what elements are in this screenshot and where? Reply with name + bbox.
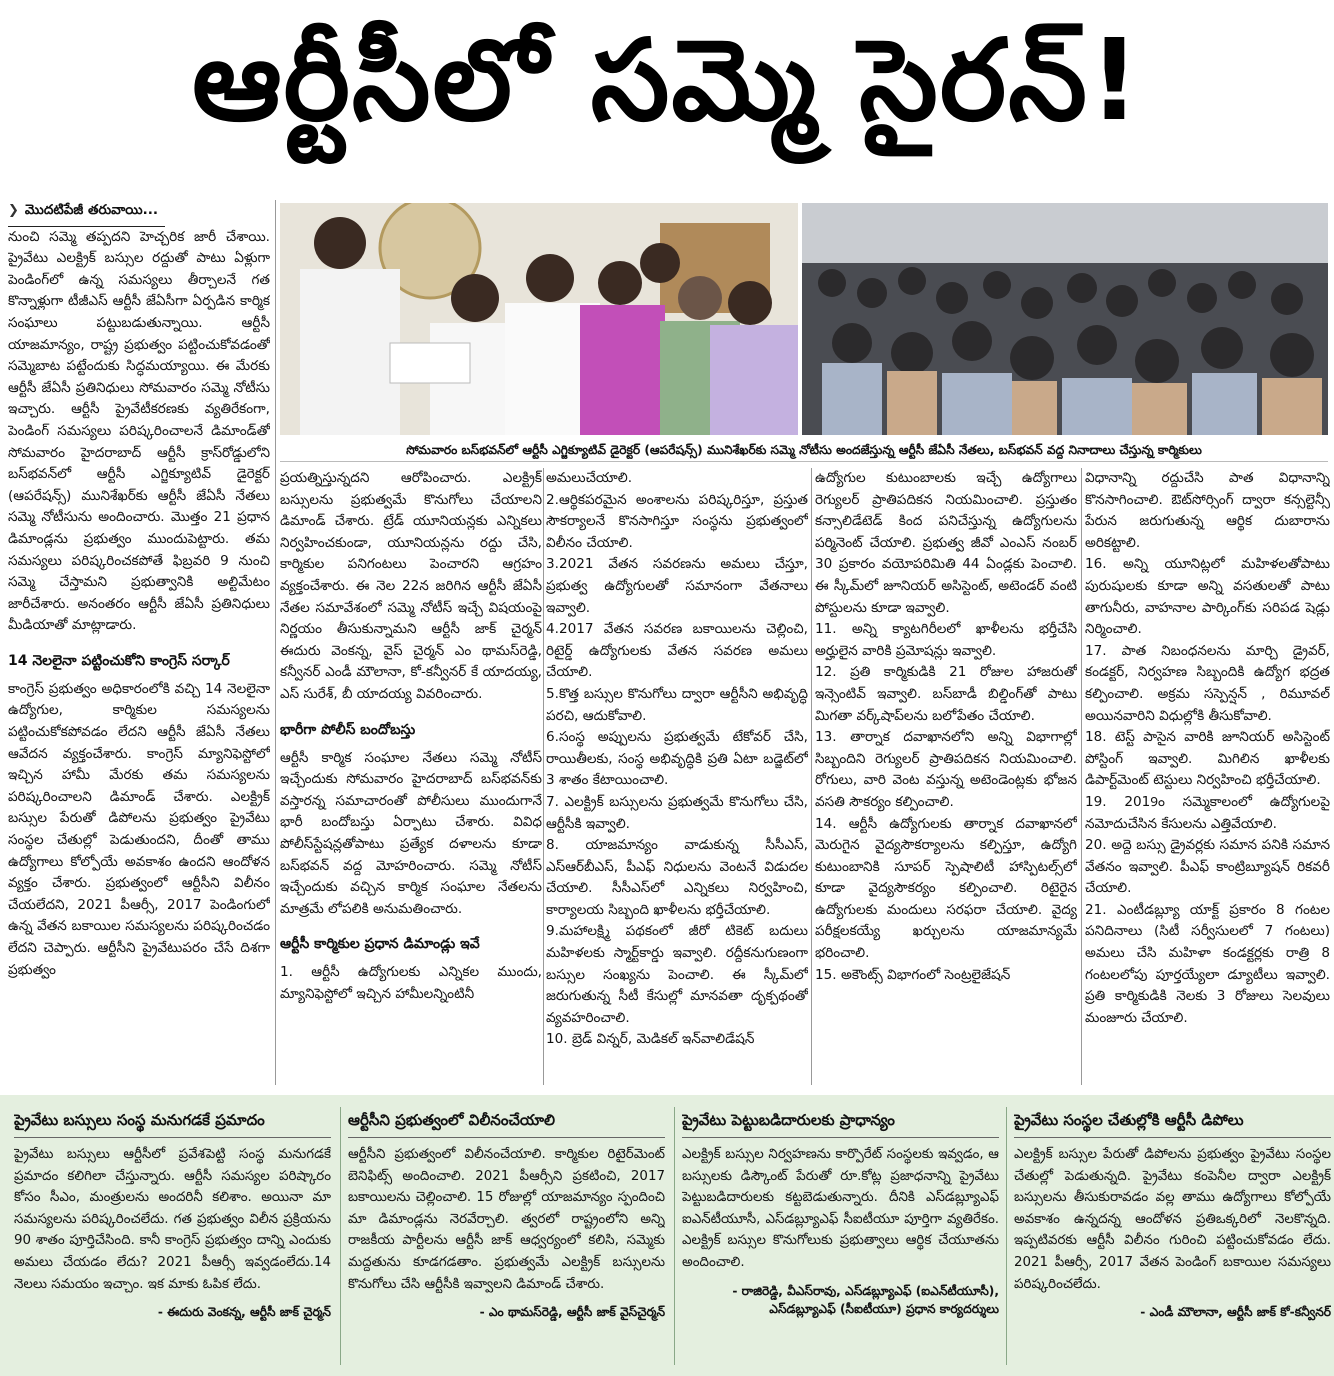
divider [1014,1137,1331,1138]
article-column-2 [280,468,542,1085]
column-divider [543,468,544,1085]
photo-caption: సోమవారం బస్‌భవన్‌లో ఆర్టీసీ ఎగ్జిక్యూటివ్ డైరెక్టర్ (ఆపరేషన్స్) మునిశేఖర్‌కు సమ్మె నోటీసు అందజేస్తున్న ఆర్టీసీ జేఏసీ నేతలు, బస్‌భవన్ వద్ద నినాదాలు చేస్తున్న కార్మికులు [280,438,1328,462]
quote-box-1 [14,1107,331,1365]
box-divider [674,1107,675,1365]
quote-title: ప్రైవేటు బస్సులు సంస్థ మనుగడకే ప్రమాదం [14,1111,265,1129]
demand-item: 13. తార్నాక దవాఖానలోని అన్ని విభాగాల్లో సిబ్బందిని రెగ్యులర్ ప్రాతిపదికన నియమించాలి. రోగులు, వారి వెంట వస్తున్న అటెండెంట్లకు భోజన వసతి సౌకర్యం కల్పించాలి. [815,729,1077,810]
quote-signature: - ఈదురు వెంకన్న, ఆర్టీసీ జాక్ చైర్మన్ [157,1305,331,1320]
quote-title: ప్రైవేటు పెట్టుబడిదారులకు ప్రాధాన్యం [682,1111,895,1129]
demand-item: 14. ఆర్టీసీ ఉద్యోగులకు తార్నాక దవాఖానలో మెరుగైన వైద్యసౌకర్యాలను కల్పిస్తూ, ఉద్యోగి కుటుంబానికి సూపర్ స్పెషాలిటీ హాస్పిటల్స్‌లో కూడా వైద్యసౌకర్యం కల్పించాలి. రిటైరైన ఉద్యోగులకు మందులు సరఫరా చేయాలి. వైద్య పరీక్షలకయ్యే ఖర్చులను యాజమాన్యమే భరించాలి. [815,815,1077,962]
demand-item: 21. ఎంటీడబ్ల్యూ యాక్ట్ ప్రకారం 8 గంటల పనిదినాలు (సిటీ సర్వీసులలో 7 గంటలు) అమలు చేసి మహిళా కండక్టర్లకు రాత్రి 8 గంటలలోపు పూర్తయ్యేలా డ్యూటీలు ఇవ్వాలి. ప్రతి కార్మికుడికి నెలకు 3 రోజులు సెలవులు మంజూరు చేయాలి. [1085,901,1330,1026]
demand-item: 20. అద్దె బస్సు డ్రైవర్లకు సమాన పనికి సమాన వేతనం ఇవ్వాలి. పీఎఫ్ కాంట్రిబ్యూషన్ రికవరీ చేయాలి. [1085,837,1330,897]
demand-item: 19. 2019ం సమ్మెకాలంలో ఉద్యోగులపై నమోదుచేసిన కేసులను ఎత్తివేయాలి. [1085,793,1330,832]
article-column-3 [546,468,808,1085]
demand-item: 6.సంస్థ అప్పులను ప్రభుత్వమే టేకోవర్ చేసి, రాయితీలకు, సంస్థ అభివృద్ధికి ప్రతి ఏటా బడ్జెట్‌లో 3 శాతం కేటాయించాలి. [546,729,808,789]
article-column-4 [815,468,1077,1085]
demand-item: 8. యాజమాన్యం వాడుకున్న సీసీఎస్, ఎస్ఆర్‌బీఎస్, పీఎఫ్ నిధులను వెంటనే విడుదల చేయాలి. సీసీఎస్‌లో ఎన్నికలు నిర్వహించి, కార్యాలయ సిబ్బంది ఖాళీలను భర్తీచేయాలి. [546,837,808,918]
demand-item: 17. పాత నిబంధనలను మార్చి డ్రైవర్, కండక్టర్, నిర్వహణ సిబ్బందికి ఉద్యోగ భద్రత కల్పించాలి. అక్రమ సస్పెన్షన్ , రిమూవల్ అయినవారిని విధుల్లోకి తీసుకోవాలి. [1085,642,1330,724]
quote-signature: - రాజిరెడ్డి, వీఎస్‌రావు, ఎస్‌డబ్ల్యూఎఫ్ (ఐఎన్‌టీయూసీ), ఎస్‌డబ్ల్యూఎఫ్ (సీఐటీయూ) ప్రధాన కార్యదర్శులు [732,1283,999,1316]
demand-item: 18. టెస్ట్ పాసైన వారికి జూనియర్ అసిస్టెంట్ పోస్టింగ్ ఇవ్వాలి. మిగిలిన ఖాళీలకు డిపార్ట్‌మెంట్ టెస్టులు నిర్వహించి భర్తీచేయాలి. [1085,729,1330,789]
photo-illustration [802,203,1328,435]
quote-box-2 [348,1107,665,1365]
demand-item: 4.2017 వేతన సవరణ బకాయిలను చెల్లించి, రిటైర్డ్ ఉద్యోగులకు వేతన సవరణ అమలు చేయాలి. [546,621,808,681]
subheading: 14 నెలలైనా పట్టించుకోని కాంగ్రెస్ సర్కార్ [8,652,230,669]
quote-box-3 [682,1107,999,1365]
demand-item: 12. ప్రతి కార్మికుడికి 21 రోజుల హాజరుతో ఇన్సెంటివ్ ఇవ్వాలి. బస్‌బాడీ బిల్డింగ్‌తో పాటు మిగతా వర్క్‌షాప్‌లను బలోపేతం చేయాలి. [815,664,1077,724]
demand-item: 2.ఆర్థికపరమైన అంశాలను పరిష్కరిస్తూ, ప్రస్తుత సౌకర్యాలనే కొనసాగిస్తూ సంస్థను ప్రభుత్వంలో విలీనం చేయాలి. [546,491,808,551]
quote-box-4 [1014,1107,1331,1365]
photo-workers-protest [802,203,1328,435]
quote-signature: - ఎండీ మౌలానా, ఆర్టీసీ జాక్ కో-కన్వీనర్ [1140,1305,1331,1320]
column-divider [811,468,812,1085]
demand-item: విధానాన్ని రద్దుచేసి పాత విధానాన్ని కొనసాగించాలి. ఔట్‌సోర్సింగ్ ద్వారా కన్సల్టెన్సీ పేరున జరుగుతున్న ఆర్థిక దుబారాను అరికట్టాలి. [1085,470,1330,551]
divider [682,1137,999,1138]
demand-item: 11. అన్ని క్యాటగిరీలలో ఖాళీలను భర్తీచేసి అర్హులైన వారికి ప్రమోషన్లు ఇవ్వాలి. [815,621,1077,659]
paragraph: నుంచి సమ్మె తప్పదని హెచ్చరిక జారీ చేశాయి. ప్రైవేటు ఎలక్ట్రిక్ బస్సుల రద్దుతో పాటు ఏళ్లుగా పెండింగ్‌లో ఉన్న సమస్యలు తీర్చాలనే గత కొన్నాళ్లుగా టీజీఎస్ ఆర్టీసీ జేఏసీగా ఏర్పడిన కార్మిక సంఘాలు పట్టుబడుతున్నాయి. ఆర్టీసీ యాజమాన్యం, రాష్ట్ర ప్రభుత్వం పట్టించుకోవడంతో సమ్మెబాట పట్టేందుకు సిద్ధమయ్యాయి. ఈ మేరకు ఆర్టీసీ జేఏసీ ప్రతినిధులు సోమవారం సమ్మె నోటీసు ఇచ్చారు. ఆర్టీసీ ప్రైవేటీకరణకు వ్యతిరేకంగా, పెండింగ్ సమస్యలు పరిష్కరించాలనే డిమాండ్‌తో సోమవారం హైదరాబాద్ ఆర్టీసీ క్రాస్‌రోడ్డులోని బస్‌భవన్‌లో ఆర్టీసీ ఎగ్జిక్యూటివ్ డైరెక్టర్ (ఆపరేషన్స్) మునిశేఖర్‌కు ఆర్టీసీ జేఏసీ నేతలు సమ్మె నోటీసును అందించారు. మొత్తం 21 ప్రధాన డిమాండ్లను ప్రభుత్వం ముందుపెట్టారు. తమ సమస్యలు పరిష్కరించకపోతే ఫిబ్రవరి 9 నుంచి సమ్మె చేస్తామని ప్రభుత్వానికి అల్టిమేటం జారీచేశారు. అనంతరం ఆర్టీసీ జేఏసీ ప్రతినిధులు మీడియాతో మాట్లాడారు. [8,228,270,634]
demand-item: ఉద్యోగుల కుటుంబాలకు ఇచ్చే ఉద్యోగాలు రెగ్యులర్ ప్రాతిపదికన నియమించాలి. ప్రస్తుతం కన్సాలిడేటెడ్ కింద పనిచేస్తున్న ఉద్యోగులను పర్మినెంట్ చేయాలి. ప్రభుత్వ జీవో ఎంఎస్ నంబర్ 30 ప్రకారం వయోపరిమితి 44 ఏండ్లకు పెంచాలి. ఈ స్కీమ్‌లో జూనియర్ అసిస్టెంట్, అటెండర్ వంటి పోస్టులను కూడా ఇవ్వాలి. [815,470,1077,616]
subheading: ఆర్టీసీ కార్మికుల ప్రధాన డిమాండ్లు ఇవే [280,936,480,953]
paragraph: ఆర్టీసీ కార్మిక సంఘాల నేతలు సమ్మె నోటీస్ ఇచ్చేందుకు సోమవారం హైదరాబాద్ బస్‌భవన్‌కు వస్తారన్న సమాచారంతో పోలీసులు ముందుగానే భారీ బందోబస్తు ఏర్పాటు చేశారు. వివిధ పోలీస్‌స్టేషన్లతోపాటు ప్రత్యేక దళాలను కూడా బస్‌భవన్ వద్ద మోహరించారు. సమ్మె నోటీస్ ఇచ్చేందుకు వచ్చిన కార్మిక సంఘాల నేతలను మాత్రమే లోపలికి అనుమతించారు. [280,749,542,917]
quote-title: ప్రైవేటు సంస్థల చేతుల్లోకి ఆర్టీసీ డిపోలు [1014,1111,1244,1129]
demand-item: 9.మహాలక్ష్మి పథకంలో జీరో టికెట్ బదులు మహిళలకు స్మార్ట్‌కార్డు ఇవ్వాలి. రద్దీకనుగుణంగా బస్సుల సంఖ్యను పెంచాలి. ఈ స్కీమ్‌లో జరుగుతున్న సీటీ కేసుల్లో మానవతా దృక్పథంతో వ్యవహరించాలి. [546,923,808,1026]
article-column-5 [1085,468,1330,1085]
demand-item: అమలుచేయాలి. [546,470,633,486]
demand-item: 15. అకౌంట్స్ విభాగంలో సెంట్రలైజేషన్ [815,966,1011,983]
paragraph: కాంగ్రెస్ ప్రభుత్వం అధికారంలోకి వచ్చి 14 నెలలైనా ఉద్యోగుల, కార్మికుల సమస్యలను పట్టించుకోకపోవడం లేదని ఆర్టీసీ జేఏసీ నేతలు ఆవేదన వ్యక్తంచేశారు. కాంగ్రెస్ మ్యానిఫెస్టోలో ఇచ్చిన హామీ మేరకు తమ సమస్యలను పరిష్కరించాలని డిమాండ్ చేశారు. ఎలక్ట్రిక్ బస్సుల పేరుతో డిపోలను ప్రభుత్వం ప్రైవేటు సంస్థల చేతుల్లో పెడుతుందని, దీంతో తాము ఉద్యోగాలు కోల్పోయే అవకాశం ఉందని ఆందోళన వ్యక్తం చేశారు. ప్రభుత్వంలో ఆర్టీసీని విలీనం చేయలేదని, 2021 పీఆర్సీ, 2017 పెండింగులో ఉన్న వేతన బకాయిల సమస్యలను పరిష్కరించడం లేదని చెప్పారు. ఆర్టీసీని ప్రైవేటుపరం చేసే దిశగా ప్రభుత్వం [8,680,270,978]
quote-body: ఎలక్ట్రిక్ బస్సుల నిర్వహణను కార్పొరేట్ సంస్థలకు ఇవ్వడం, ఆ బస్సులకు డిస్కౌంట్ పేరుతో రూ.కోట్ల ప్రజాధనాన్ని ప్రైవేటు పెట్టుబడిదారులకు కట్టబెడుతున్నారు. దీనికి ఎస్‌డబ్ల్యూఎఫ్ ఐఎన్‌టీయూసీ, ఎస్‌డబ్ల్యూఎఫ్ సీఐటీయూ పూర్తిగా వ్యతిరేకం. ఎలక్ట్రిక్ బస్సుల కొనుగోలుకు ప్రభుత్వాలు ఆర్థిక చేయూతను అందించాలి. [682,1147,999,1270]
quote-title: ఆర్టీసీని ప్రభుత్వంలో విలీనంచేయాలి [348,1111,555,1129]
photo-notice-handover [280,203,798,435]
divider [348,1137,665,1138]
photo-illustration [280,203,798,435]
headline: ఆర్టీసీలో సమ్మె సైరన్! [192,16,1142,146]
demand-item: 1. ఆర్టీసీ ఉద్యోగులకు ఎన్నికల ముందు, మ్యానిఫెస్టోలో ఇచ్చిన హామీలన్నింటినీ [280,964,542,1002]
quote-signature: - ఎం థామస్‌రెడ్డి, ఆర్టీసీ జాక్ వైస్‌చైర్మన్ [479,1305,665,1320]
subheading: భారీగా పోలీస్ బందోబస్తు [280,721,416,738]
column-divider [275,200,276,1085]
box-divider [340,1107,341,1365]
demand-item: 3.2021 వేతన సవరణను అమలు చేస్తూ, ప్రభుత్వ ఉద్యోగులతో సమానంగా వేతనాలు ఇవ్వాలి. [546,556,808,616]
demand-item: 7. ఎలక్ట్రిక్ బస్సులను ప్రభుత్వమే కొనుగోలు చేసి, ఆర్టీసీకి ఇవ్వాలి. [546,793,808,832]
quote-body: ఎలక్ట్రిక్ బస్సుల పేరుతో డిపోలను ప్రభుత్వం ప్రైవేటు సంస్థల చేతుల్లో పెడుతున్నది. ప్రైవేటు కంపెనీల ద్వారా ఎలక్ట్రిక్ బస్సులను తీసుకురావడం వల్ల తాము ఉద్యోగాలు కోల్పోయే అవకాశం ఉన్నదన్న ఆందోళన ప్రతిఒక్కరిలో నెలకొన్నది. ఇప్పటివరకు ఆర్టీసీ విలీనం గురించి పట్టించుకోవడం లేదు. 2021 పీఆర్సీ, 2017 వేతన పెండింగ్ బకాయిల సమస్యలు పరిష్కరించలేదు. [1014,1147,1331,1292]
continued-from-front-page [8,200,270,222]
continued-label: మొదటిపేజీ తరువాయి... [24,202,159,218]
column-divider [1081,468,1082,1085]
article-column-1 [8,200,270,1085]
demand-item: 5.కొత్త బస్సుల కొనుగోలు ద్వారా ఆర్టీసీని అభివృద్ధి పరచి, ఆదుకోవాలి. [546,685,808,724]
box-divider [1006,1107,1007,1365]
chevron-right-icon: ❯ [8,203,19,218]
demand-item: 16. అన్ని యూనిట్లలో మహిళలతోపాటు పురుషులకు కూడా అన్ని వసతులతో పాటు తాగునీరు, వాహనాల పార్కింగ్‌కు సరిపడ షెడ్లు నిర్మించాలి. [1085,556,1330,638]
demand-item: 10. బ్రెడ్ విన్నర్, మెడికల్ ఇన్‌వాలిడేషన్ [546,1031,755,1048]
divider [14,1137,331,1138]
quote-body: ఆర్టీసీని ప్రభుత్వంలో విలీనంచేయాలి. కార్మికుల రిటైర్‌మెంట్ బెనిఫిట్స్ అందించాలి. 2021 పీఆర్సీని ప్రకటించి, 2017 బకాయిలను చెల్లించాలి. 15 రోజుల్లో యాజమాన్యం స్పందించి మా డిమాండ్లను నెరవేర్చాలి. త్వరలో రాష్ట్రంలోని అన్ని రాజకీయ పార్టీలను ఆర్టీసీ జాక్ ఆధ్వర్యంలో కలిసి, సమ్మెకు మద్దతును కూడగడతాం. ప్రభుత్వమే ఎలక్ట్రిక్ బస్సులను కొనుగోలు చేసి ఆర్టీసీకి ఇవ్వాలని డిమాండ్ చేశారు. [348,1147,665,1292]
paragraph: ప్రయత్నిస్తున్నదని ఆరోపించారు. ఎలక్ట్రిక్ బస్సులను ప్రభుత్వమే కొనుగోలు చేయాలని డిమాండ్ చేశారు. ట్రేడ్ యూనియన్లకు ఎన్నికలు నిర్వహించకుండా, యూనియన్లను రద్దు చేసి, కార్మికుల పనిగంటలు పెంచారని ఆగ్రహం వ్యక్తంచేశారు. ఈ నెల 22న జరిగిన ఆర్టీసీ జేఏసీ నేతల సమావేశంలో సమ్మె నోటీస్ ఇచ్చే విషయంపై నిర్ణయం తీసుకున్నామని ఆర్టీసీ జాక్ చైర్మన్ ఈదురు వెంకన్న, వైస్ చైర్మన్ ఎం థామస్‌రెడ్డి, కన్వీనర్ ఎండీ మౌలానా, కో-కన్వీనర్ కే యాదయ్య, ఎస్ సురేశ్, బీ యాదయ్య వివరించారు. [280,470,542,702]
quote-body: ప్రైవేటు బస్సులు ఆర్టీసీలో ప్రవేశపెట్టి సంస్థ మనుగడకే ప్రమాదం కలిగిలా చేస్తున్నారు. ఆర్టీసీ సమస్యల పరిష్కారం కోసం సీఎం, మంత్రులను అందరినీ కలిశాం. అయినా మా సమస్యలను పరిష్కరించలేదు. గత ప్రభుత్వం విలీన ప్రక్రియను 90 శాతం పూర్తిచేసింది. కానీ కాంగ్రెస్ ప్రభుత్వం దాన్ని ఎందుకు అమలు చేయడం లేదు? 2021 పీఆర్సీ ఇవ్వడంలేదు.14 నెలలు సమయం ఇచ్చాం. ఇక మాకు ఓపిక లేదు. [14,1147,331,1292]
